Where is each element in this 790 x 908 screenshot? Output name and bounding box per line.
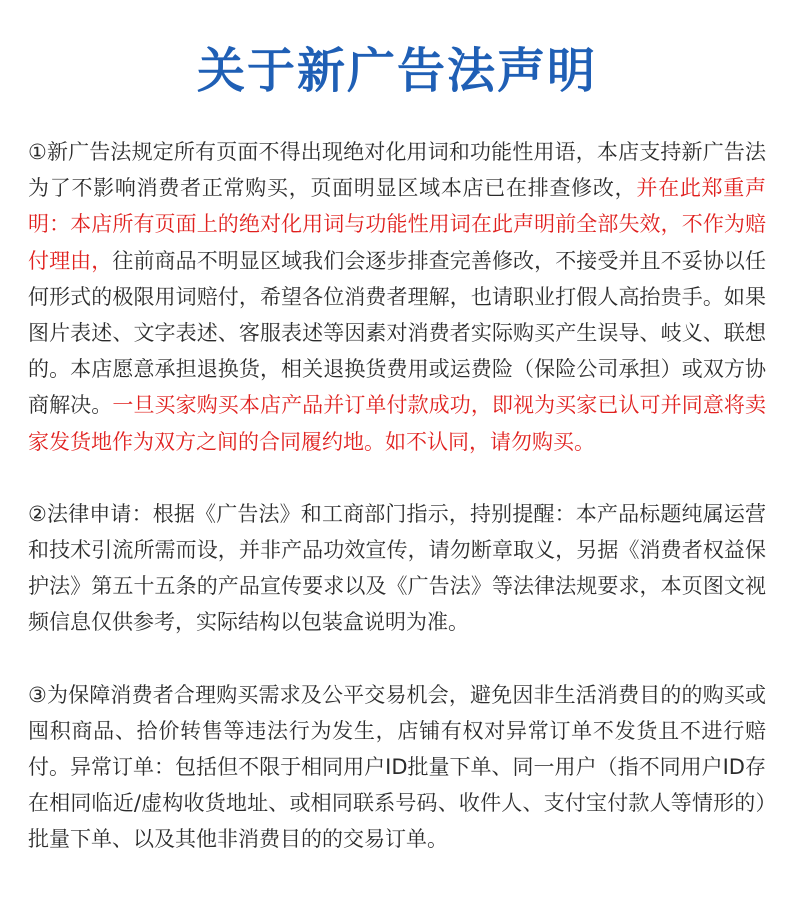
paragraph-3-text: ③为保障消费者合理购买需求及公平交易机会，避免因非生活消费目的的购买或囤积商品、拾价转售等违法行为发生，店铺有权对异常订单不发货且不进行赔付。异常订单：包括但不限于相同用户ID批量下单、同一用户（指不同用户ID存在相同临近/虚构收货地址、或相同联系号码、收件人、支付宝付款人等情形的）批量下单、以及其他非消费目的的交易订单。 <box>28 682 766 852</box>
paragraph-2-text: ②法律申请：根据《广告法》和工商部门指示，持别提醒：本产品标题纯属运营和技术引流所需而设，并非产品功效宣传，请勿断章取义，另据《消费者权益保护法》第五十五条的产品宣传要求以及《广告法》等法律法规要求，本页图文视频信息仅供参考，实际结构以包装盒说明为准。 <box>28 501 766 635</box>
paragraph-3 <box>28 677 766 858</box>
paragraph-1-text: ①新广告法规定所有页面不得出现绝对化用词和功能性用语，本店支持新广告法为了不影响消费者正常购买，页面明显区域本店已在排查修改， <box>28 140 766 201</box>
statement-body <box>28 134 766 858</box>
paragraph-1-text-2: 往前商品不明显区域我们会逐步排查完善修改，不接受并且不妥协以任何形式的极限用词赔付，希望各位消费者理解，也请职业打假人高抬贵手。如果图片表述、文字表述、客服表述等因素对消费者实际购买产生误导、岐义、联想的。本店愿意承担退换货，相关退换货费用或运费险（保险公司承担）或双方协商解决。 <box>28 248 767 418</box>
paragraph-1-highlight-2: 一旦买家购买本店产品并订单付款成功，即视为买家已认可并同意将卖家发货地作为双方之间的合同履约地。如不认同，请勿购买。 <box>28 393 767 454</box>
paragraph-1-highlight-1: 并在此郑重声明：本店所有页面上的绝对化用词与功能性用词在此声明前全部失效，不作为赔付理由， <box>28 176 767 273</box>
paragraph-2 <box>28 496 766 641</box>
paragraph-1 <box>28 134 766 460</box>
page-title: 关于新广告法声明 <box>196 43 597 99</box>
